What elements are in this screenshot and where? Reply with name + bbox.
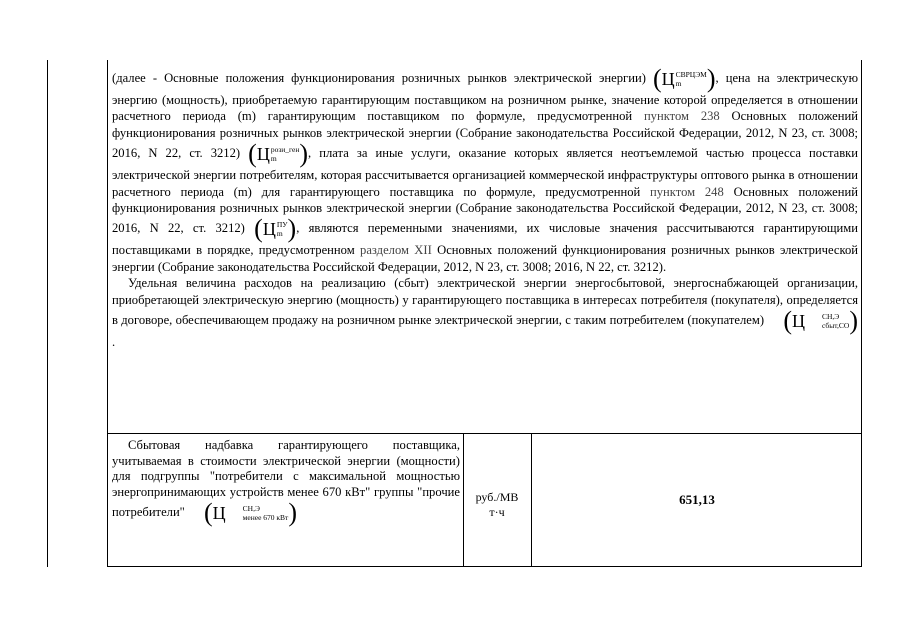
unit-line-1: руб./МВ (475, 490, 519, 504)
paragraph-1 (112, 66, 858, 275)
text-segment: Основных положений функционирования розничных рынков электрической энергии (Собрание законодательства Российской Федерации, 2012, N 23, ст. 3008; 2016, N 22, ст. 3212) (112, 184, 858, 236)
text-segment: Сбытовая надбавка гарантирующего поставщика, учитываемая в стоимости электрической энергии (мощности) для подгруппы "потребители с максимальной мощностью энергопринимающих устройств менее 670 кВт" группы "прочие потребители" (112, 438, 460, 520)
text-segment: , цена на электрическую энергию (мощность), приобретаемую гарантирующим поставщиком на розничном рынке, значение которой определяется в отношении расчетного периода (m) гарантирующим поставщиком по формуле, предусмотренной (112, 70, 858, 124)
formula-c-rozi-gen: (Ц рози_ген m ) (248, 139, 309, 169)
text-segment: , плата за иные услуги, оказание которых является неотъемлемой частью процесса поставки электрической энергии потребителям, которая рассчитывается организацией коммерческой инфраструктуры оптового рынка в отношении расчетного периода (m) для гарантирующего поставщика по формуле, предусмотренной (112, 146, 858, 199)
table-inner-left-border (107, 60, 108, 567)
link-punkt-238[interactable]: пунктом 238 (643, 109, 720, 124)
text-segment: Основных положений функционирования розничных рынков электрической энергии (Собрание законодательства Российской Федерации, 2012, N 23, ст. 3008; 2016, N 22, ст. 3212) (112, 109, 858, 161)
text-segment: Основных положений функционирования розничных рынков электрической энергии (Собрание законодательства Российской Федерации, 2012, N 23, ст. 3008; 2016, N 22, ст. 3212). (112, 243, 858, 274)
formula-c-menee-670: (Ц СН,Э менее 670 кВт ) (203, 498, 297, 528)
table-left-outer-border (47, 60, 48, 567)
formula-symbol: Ц (661, 69, 675, 89)
unit-cell (466, 490, 528, 520)
formula-subscript: сбыт,СО (822, 321, 850, 331)
formula-superscript: рози_ген (270, 145, 300, 155)
text-segment: (далее - Основные положения функционирования розничных рынков электрической энергии) (112, 70, 646, 85)
formula-superscript: СН,Э (822, 312, 840, 322)
formula-superscript: ПУ (276, 220, 288, 230)
formula-subscript: m (276, 229, 283, 239)
formula-symbol: Ц (256, 144, 270, 165)
row-description (112, 438, 460, 526)
formula-subscript: m (675, 79, 682, 88)
row-separator (107, 433, 862, 434)
value-cell: 651,13 (679, 492, 715, 507)
formula-c-pu: (Ц ПУ m ) (254, 214, 297, 244)
formula-superscript: СВРЦЭМ (675, 70, 707, 79)
formula-subscript: менее 670 кВт (242, 513, 289, 523)
text-segment: , являются переменными значениями, их числовые значения рассчитываются гарантирующими поставщиками в порядке, предусмотренном (112, 221, 858, 258)
main-text-cell (112, 66, 858, 350)
formula-symbol: Ц (262, 219, 276, 240)
formula-symbol: Ц (792, 311, 806, 332)
row-description-cell (112, 438, 460, 526)
formula-c-svrcem: (Ц СВРЦЭМ m ) (652, 64, 716, 93)
unit-line-2: т·ч (489, 505, 505, 519)
column-separator-2 (531, 433, 532, 567)
link-punkt-248[interactable]: пунктом 248 (650, 184, 724, 199)
column-separator-1 (463, 433, 464, 567)
link-razdel-xii[interactable]: разделом XII (360, 243, 432, 258)
paragraph-2 (112, 275, 858, 350)
table-bottom-border (107, 566, 862, 567)
table-right-border (861, 60, 862, 567)
text-segment: Удельная величина расходов на реализацию (сбыт) электрической энергии энергосбытовой, энергоснабжающей организации, приобретающей электрическую энергию (мощность) у гарантирующего поставщика в интересах потребителя (покупателя), определяется в договоре, обеспечивающем продажу на розничном рынке электрической энергии, с таким потребителем (покупателем) (112, 276, 858, 327)
formula-c-sbyt-so: (Ц СН,Э сбыт,СО ) (783, 306, 858, 336)
formula-superscript: СН,Э (242, 504, 260, 514)
text-segment: . (112, 335, 116, 350)
formula-symbol: Ц (212, 503, 226, 524)
formula-subscript: m (270, 154, 277, 164)
